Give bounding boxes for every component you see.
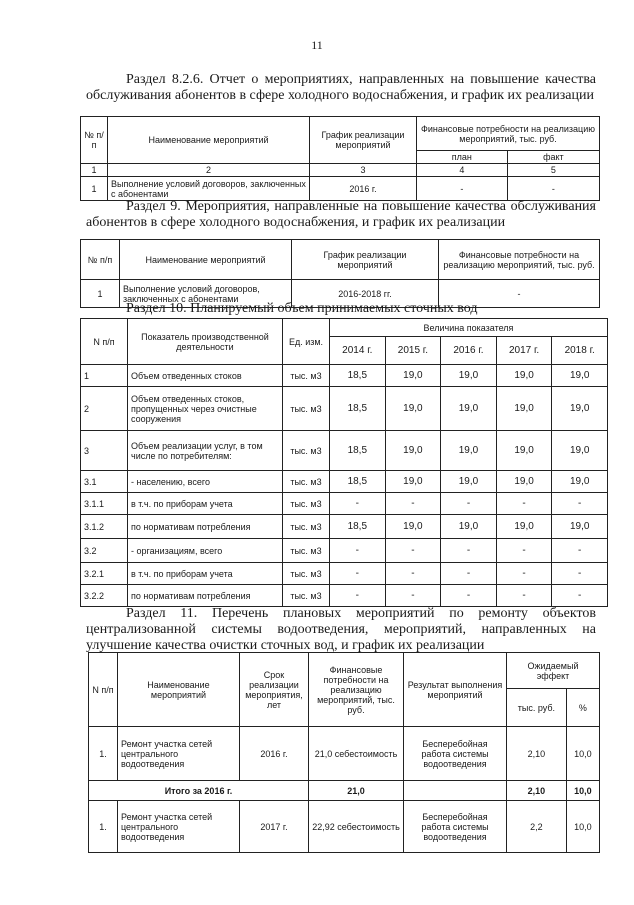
header-effect-rub: тыс. руб.	[507, 689, 567, 727]
table-row: 1 Выполнение условий договоров, заключенных с абонентами 2016 г. - -	[81, 177, 600, 201]
table-row: 1. Ремонт участка сетей центрального водоотведения 2017 г. 22,92 себестоимость Бесперебойная работа системы водоотведения 2,2 10,0	[89, 801, 600, 853]
header-year: 2014 г.	[330, 337, 386, 365]
col-number: 4	[417, 164, 508, 177]
table-row: 1 Выполнение условий договоров, заключенных с абонентами 2016-2018 гг. -	[81, 280, 600, 308]
table-row: 1 Объем отведенных стоков тыс. м3 18,5 19,0 19,0 19,0 19,0	[81, 365, 608, 387]
header-result: Результат выполнения мероприятий	[404, 653, 507, 727]
table-row: 3 Объем реализации услуг, в том числе по потребителям: тыс. м3 18,5 19,0 19,0 19,0 19,0	[81, 431, 608, 471]
header-year: 2017 г.	[496, 337, 552, 365]
header-unit: Ед. изм.	[283, 319, 330, 365]
table-row: 2 Объем отведенных стоков, пропущенных через очистные сооружения тыс. м3 18,5 19,0 19,0 19,0 19,0	[81, 387, 608, 431]
header-schedule: График реализации мероприятий	[310, 117, 417, 164]
header-num: N п/п	[89, 653, 118, 727]
header-schedule: График реализации мероприятий	[292, 240, 439, 280]
table-row: 3.1.2 по нормативам потребления тыс. м3 18,5 19,0 19,0 19,0 19,0	[81, 515, 608, 539]
table-row: 3.1 - населению, всего тыс. м3 18,5 19,0 19,0 19,0 19,0	[81, 471, 608, 493]
header-year: 2016 г.	[441, 337, 497, 365]
section-826-heading: Раздел 8.2.6. Отчет о мероприятиях, направленных на повышение качества обслуживания абонентов в сфере холодного водоснабжения, и график их реализации	[86, 72, 596, 103]
table-row: 3.1.1 в т.ч. по приборам учета тыс. м3 - - - - -	[81, 493, 608, 515]
table-row: 1. Ремонт участка сетей центрального водоотведения 2016 г. 21,0 себестоимость Бесперебойная работа системы водоотведения 2,10 10,0	[89, 727, 600, 781]
header-num: N п/п	[81, 319, 128, 365]
header-finance: Финансовые потребности на реализацию мероприятий, тыс. руб.	[439, 240, 600, 280]
section-9-heading: Раздел 9. Мероприятия, направленные на повышение качества обслуживания абонентов в сфере холодного водоснабжения, и график их реализации	[86, 199, 596, 230]
header-term: Срок реализации мероприятия, лет	[240, 653, 309, 727]
section-10-table	[80, 318, 608, 607]
col-number: 3	[310, 164, 417, 177]
page-number: 11	[311, 38, 323, 52]
header-indicator: Показатель производственной деятельности	[128, 319, 283, 365]
table-row: 3.2.2 по нормативам потребления тыс. м3 - - - - -	[81, 585, 608, 607]
header-num: № п/п	[81, 117, 108, 164]
header-value: Величина показателя	[330, 319, 608, 337]
table-row: 3.2 - организациям, всего тыс. м3 - - - - -	[81, 539, 608, 563]
section-10-heading: Раздел 10. Планируемый объем принимаемых сточных вод	[126, 301, 478, 316]
header-fact: факт	[507, 151, 599, 164]
header-effect: Ожидаемый эффект	[507, 653, 600, 689]
header-finance: Финансовые потребности на реализацию мероприятий, тыс. руб.	[417, 117, 600, 151]
header-finance: Финансовые потребности на реализацию мероприятий, тыс. руб.	[309, 653, 404, 727]
header-year: 2015 г.	[385, 337, 441, 365]
section-11-table	[88, 652, 600, 853]
header-name: Наименование мероприятий	[118, 653, 240, 727]
section-11-heading: Раздел 11. Перечень плановых мероприятий по ремонту объектов централизованной системы водоотведения, мероприятий, направленных на улучшение качества очистки сточных вод, и график их реализации	[86, 606, 596, 653]
header-name: Наименование мероприятий	[108, 117, 310, 164]
section-9-table	[80, 239, 600, 308]
header-num: № п/п	[81, 240, 120, 280]
col-number: 5	[507, 164, 599, 177]
header-effect-pct: %	[566, 689, 599, 727]
col-number: 1	[81, 164, 108, 177]
col-number: 2	[108, 164, 310, 177]
header-name: Наименование мероприятий	[120, 240, 292, 280]
total-row: Итого за 2016 г. 21,0 2,10 10,0	[89, 781, 600, 801]
table-row: 3.2.1 в т.ч. по приборам учета тыс. м3 - - - - -	[81, 563, 608, 585]
header-year: 2018 г.	[552, 337, 608, 365]
section-826-table	[80, 116, 600, 201]
header-plan: план	[417, 151, 508, 164]
